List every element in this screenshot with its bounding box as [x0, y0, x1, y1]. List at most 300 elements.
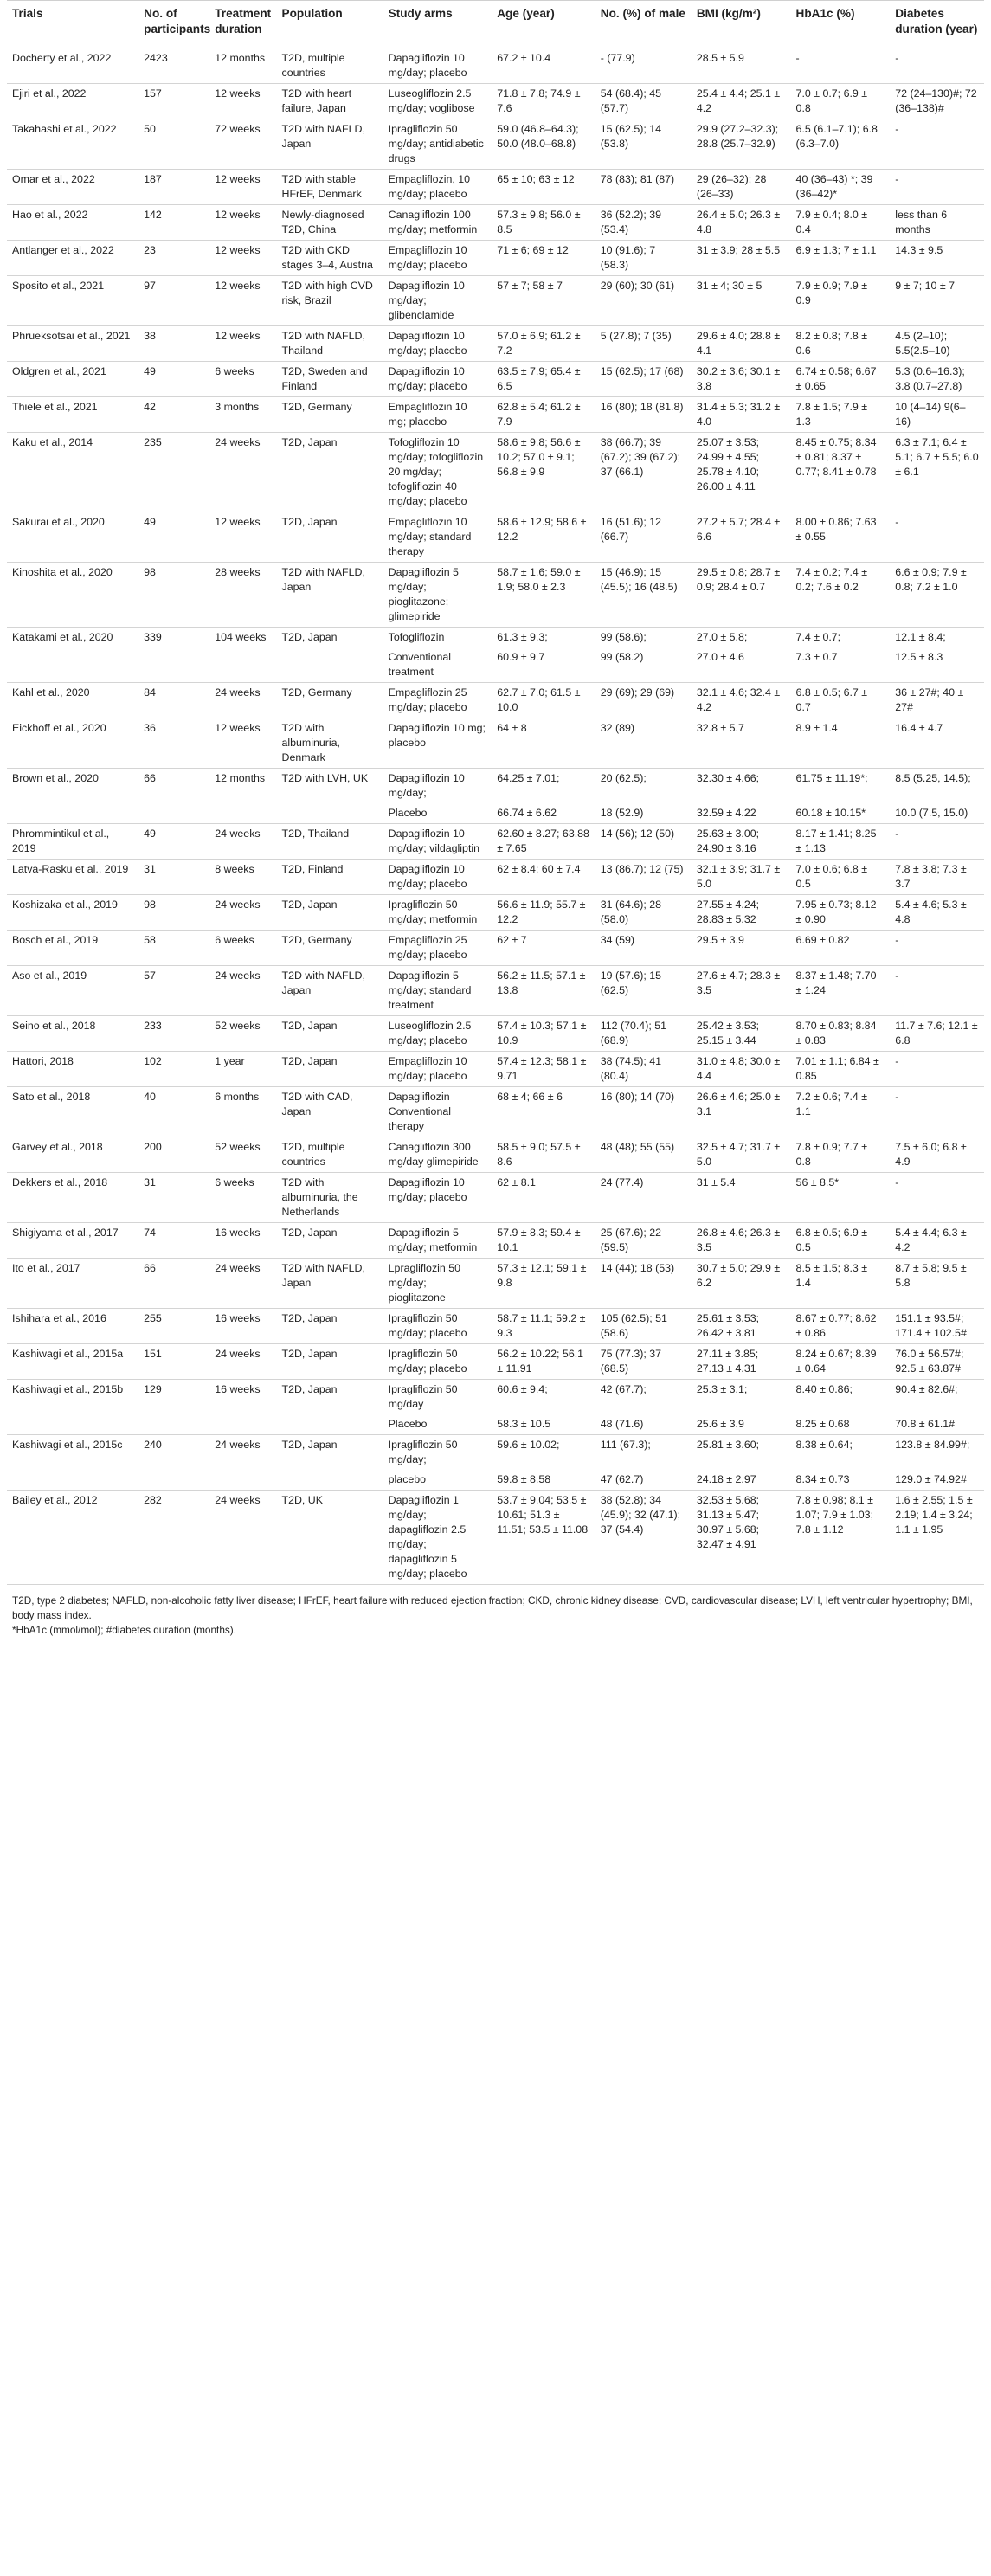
- participants-cell: 40: [138, 1087, 209, 1137]
- bmi-cell: 28.5 ± 5.9: [692, 48, 791, 84]
- duration-cell: 24 weeks: [209, 1259, 276, 1309]
- hba1c-cell: 8.00 ± 0.86; 7.63 ± 0.55: [791, 512, 891, 563]
- table-row: [7, 433, 984, 512]
- duration-cell: 24 weeks: [209, 966, 276, 1016]
- diabetes-duration-cell: 70.8 ± 61.1#: [895, 1418, 956, 1430]
- hba1c-cell: 7.8 ± 0.9; 7.7 ± 0.8: [791, 1137, 891, 1173]
- table-row: [7, 1491, 984, 1585]
- diabetes-duration-cell: 36 ± 27#; 40 ± 27#: [890, 683, 984, 718]
- trial-cell: Kahl et al., 2020: [7, 683, 138, 718]
- participants-cell: 31: [138, 860, 209, 895]
- table-row: [7, 563, 984, 628]
- male-cell: 34 (59): [595, 931, 692, 966]
- hba1c-cell: 6.5 (6.1–7.1); 6.8 (6.3–7.0): [791, 119, 891, 170]
- participants-cell: 282: [138, 1491, 209, 1585]
- study-arms-cell: Ipragliflozin 50 mg/day: [383, 1380, 492, 1415]
- hba1c-cell: 6.8 ± 0.5; 6.7 ± 0.7: [791, 683, 891, 718]
- table-row: [7, 1016, 984, 1052]
- hba1c-cell: 8.45 ± 0.75; 8.34 ± 0.81; 8.37 ± 0.77; 8.41 ± 0.78: [791, 433, 891, 512]
- duration-cell: 104 weeks: [209, 628, 276, 683]
- bmi-cell: 25.63 ± 3.00; 24.90 ± 3.16: [692, 824, 791, 860]
- bmi-cell: 31 ± 3.9; 28 ± 5.5: [692, 241, 791, 276]
- duration-cell: 12 weeks: [209, 170, 276, 205]
- study-arms-cell: Dapagliflozin 5 mg/day; standard treatment: [383, 966, 492, 1016]
- participants-cell: 2423: [138, 48, 209, 84]
- duration-cell: 52 weeks: [209, 1016, 276, 1052]
- male-cell: 47 (62.7): [600, 1473, 644, 1485]
- hba1c-cell: 6.8 ± 0.5; 6.9 ± 0.5: [791, 1223, 891, 1259]
- hba1c-cell: 7.4 ± 0.7;: [791, 628, 891, 648]
- table-body: [7, 48, 984, 1585]
- age-cell: 62 ± 8.1: [492, 1173, 595, 1223]
- bmi-cell: 27.0 ± 4.6: [696, 651, 744, 663]
- duration-cell: 6 weeks: [209, 362, 276, 397]
- table-row: [7, 119, 984, 170]
- hba1c-cell: 7.2 ± 0.6; 7.4 ± 1.1: [791, 1087, 891, 1137]
- bmi-cell: 30.2 ± 3.6; 30.1 ± 3.8: [692, 362, 791, 397]
- study-arms-cell: Placebo: [388, 1418, 428, 1430]
- study-arms-cell: Luseogliflozin 2.5 mg/day; placebo: [383, 1016, 492, 1052]
- trial-cell: Docherty et al., 2022: [7, 48, 138, 84]
- duration-cell: 12 weeks: [209, 84, 276, 119]
- duration-cell: 6 weeks: [209, 1173, 276, 1223]
- trial-cell: Sato et al., 2018: [7, 1087, 138, 1137]
- study-arms-cell: Ipragliflozin 50 mg/day; antidiabetic drugs: [383, 119, 492, 170]
- population-cell: T2D with heart failure, Japan: [277, 84, 383, 119]
- diabetes-duration-cell: 12.1 ± 8.4;: [890, 628, 984, 648]
- bmi-cell: 26.6 ± 4.6; 25.0 ± 3.1: [692, 1087, 791, 1137]
- diabetes-duration-cell: -: [890, 170, 984, 205]
- table-row: [7, 1435, 984, 1471]
- participants-cell: 187: [138, 170, 209, 205]
- male-cell: - (77.9): [595, 48, 692, 84]
- age-cell: 68 ± 4; 66 ± 6: [492, 1087, 595, 1137]
- trial-cell: Hao et al., 2022: [7, 205, 138, 241]
- study-arms-cell: Ipragliflozin 50 mg/day;: [383, 1435, 492, 1471]
- duration-cell: 72 weeks: [209, 119, 276, 170]
- diabetes-duration-cell: 16.4 ± 4.7: [890, 718, 984, 769]
- participants-cell: 151: [138, 1344, 209, 1380]
- population-cell: T2D with NAFLD, Japan: [277, 563, 383, 628]
- table-row: [7, 1173, 984, 1223]
- population-cell: T2D with albuminuria, the Netherlands: [277, 1173, 383, 1223]
- diabetes-duration-cell: -: [890, 966, 984, 1016]
- bmi-cell: 31.0 ± 4.8; 30.0 ± 4.4: [692, 1052, 791, 1087]
- trial-cell: Bosch et al., 2019: [7, 931, 138, 966]
- duration-cell: 16 weeks: [209, 1223, 276, 1259]
- diabetes-duration-cell: 6.3 ± 7.1; 6.4 ± 5.1; 6.7 ± 5.5; 6.0 ± 6.1: [890, 433, 984, 512]
- bmi-cell: 32.59 ± 4.22: [696, 807, 756, 819]
- trials-table: [7, 0, 984, 1585]
- diabetes-duration-cell: 129.0 ± 74.92#: [895, 1473, 967, 1485]
- trial-cell: Takahashi et al., 2022: [7, 119, 138, 170]
- diabetes-duration-cell: -: [890, 119, 984, 170]
- diabetes-duration-cell: 151.1 ± 93.5#; 171.4 ± 102.5#: [890, 1309, 984, 1344]
- age-cell: 71.8 ± 7.8; 74.9 ± 7.6: [492, 84, 595, 119]
- duration-cell: 16 weeks: [209, 1380, 276, 1435]
- participants-cell: 157: [138, 84, 209, 119]
- bmi-cell: 27.11 ± 3.85; 27.13 ± 4.31: [692, 1344, 791, 1380]
- population-cell: T2D with NAFLD, Thailand: [277, 326, 383, 362]
- participants-cell: 66: [138, 769, 209, 824]
- hba1c-cell: 8.5 ± 1.5; 8.3 ± 1.4: [791, 1259, 891, 1309]
- study-arms-cell: placebo: [388, 1473, 427, 1485]
- bmi-cell: 29.5 ± 0.8; 28.7 ± 0.9; 28.4 ± 0.7: [692, 563, 791, 628]
- diabetes-duration-cell: 10 (4–14) 9(6–16): [890, 397, 984, 433]
- duration-cell: 12 weeks: [209, 205, 276, 241]
- duration-cell: 24 weeks: [209, 683, 276, 718]
- hba1c-cell: 7.3 ± 0.7: [795, 651, 838, 663]
- trial-cell: Phrommintikul et al., 2019: [7, 824, 138, 860]
- male-cell: 16 (51.6); 12 (66.7): [595, 512, 692, 563]
- study-arms-cell: Ipragliflozin 50 mg/day; placebo: [383, 1309, 492, 1344]
- population-cell: T2D, Japan: [277, 895, 383, 931]
- bmi-cell: 32.53 ± 5.68; 31.13 ± 5.47; 30.97 ± 5.68; 32.47 ± 4.91: [692, 1491, 791, 1585]
- duration-cell: 24 weeks: [209, 824, 276, 860]
- bmi-cell: 25.4 ± 4.4; 25.1 ± 4.2: [692, 84, 791, 119]
- participants-cell: 240: [138, 1435, 209, 1491]
- diabetes-duration-cell: 8.7 ± 5.8; 9.5 ± 5.8: [890, 1259, 984, 1309]
- table-row: [7, 931, 984, 966]
- bmi-cell: 25.3 ± 3.1;: [692, 1380, 791, 1415]
- bmi-cell: 27.55 ± 4.24; 28.83 ± 5.32: [692, 895, 791, 931]
- male-cell: 18 (52.9): [600, 807, 644, 819]
- bmi-cell: 32.5 ± 4.7; 31.7 ± 5.0: [692, 1137, 791, 1173]
- population-cell: T2D with high CVD risk, Brazil: [277, 276, 383, 326]
- male-cell: 111 (67.3);: [595, 1435, 692, 1471]
- study-arms-cell: Dapagliflozin 1 mg/day; dapagliflozin 2.5 mg/day; dapagliflozin 5 mg/day; placebo: [383, 1491, 492, 1585]
- study-arms-cell: Empagliflozin 25 mg/day; placebo: [383, 931, 492, 966]
- trial-cell: Kinoshita et al., 2020: [7, 563, 138, 628]
- trial-cell: Katakami et al., 2020: [7, 628, 138, 683]
- participants-cell: 235: [138, 433, 209, 512]
- hba1c-cell: 8.70 ± 0.83; 8.84 ± 0.83: [791, 1016, 891, 1052]
- diabetes-duration-cell: -: [890, 824, 984, 860]
- participants-cell: 98: [138, 563, 209, 628]
- age-cell: 57.3 ± 12.1; 59.1 ± 9.8: [492, 1259, 595, 1309]
- hba1c-cell: 8.38 ± 0.64;: [791, 1435, 891, 1471]
- duration-cell: 12 weeks: [209, 326, 276, 362]
- age-cell: 56.6 ± 11.9; 55.7 ± 12.2: [492, 895, 595, 931]
- trial-cell: Antlanger et al., 2022: [7, 241, 138, 276]
- participants-cell: 129: [138, 1380, 209, 1435]
- male-cell: 78 (83); 81 (87): [595, 170, 692, 205]
- column-header: Treatment duration: [209, 1, 276, 48]
- participants-cell: 57: [138, 966, 209, 1016]
- column-header: HbA1c (%): [791, 1, 891, 48]
- age-cell: 57.3 ± 9.8; 56.0 ± 8.5: [492, 205, 595, 241]
- hba1c-cell: 6.9 ± 1.3; 7 ± 1.1: [791, 241, 891, 276]
- bmi-cell: 27.2 ± 5.7; 28.4 ± 6.6: [692, 512, 791, 563]
- diabetes-duration-cell: -: [890, 48, 984, 84]
- hba1c-cell: 7.01 ± 1.1; 6.84 ± 0.85: [791, 1052, 891, 1087]
- participants-cell: 84: [138, 683, 209, 718]
- column-header: No. of participants: [138, 1, 209, 48]
- table-row: [7, 895, 984, 931]
- population-cell: T2D, Thailand: [277, 824, 383, 860]
- bmi-cell: 25.07 ± 3.53; 24.99 ± 4.55; 25.78 ± 4.10; 26.00 ± 4.11: [692, 433, 791, 512]
- duration-cell: 8 weeks: [209, 860, 276, 895]
- study-arms-cell: Ipragliflozin 50 mg/day; placebo: [383, 1344, 492, 1380]
- hba1c-cell: 7.8 ± 0.98; 8.1 ± 1.07; 7.9 ± 1.03; 7.8 ± 1.12: [791, 1491, 891, 1585]
- age-cell: 57.0 ± 6.9; 61.2 ± 7.2: [492, 326, 595, 362]
- male-cell: 29 (60); 30 (61): [595, 276, 692, 326]
- table-row: [7, 1380, 984, 1415]
- trial-cell: Omar et al., 2022: [7, 170, 138, 205]
- bmi-cell: 24.18 ± 2.97: [696, 1473, 756, 1485]
- age-cell: 63.5 ± 7.9; 65.4 ± 6.5: [492, 362, 595, 397]
- male-cell: 14 (44); 18 (53): [595, 1259, 692, 1309]
- duration-cell: 12 months: [209, 769, 276, 824]
- table-row: [7, 628, 984, 648]
- hba1c-cell: 6.74 ± 0.58; 6.67 ± 0.65: [791, 362, 891, 397]
- table-row: [7, 1052, 984, 1087]
- hba1c-cell: 8.25 ± 0.68: [795, 1418, 850, 1430]
- population-cell: T2D, Germany: [277, 397, 383, 433]
- study-arms-cell: Canagliflozin 100 mg/day; metformin: [383, 205, 492, 241]
- population-cell: T2D, Japan: [277, 1344, 383, 1380]
- diabetes-duration-cell: -: [890, 1173, 984, 1223]
- age-cell: 66.74 ± 6.62: [497, 807, 557, 819]
- trial-cell: Kaku et al., 2014: [7, 433, 138, 512]
- population-cell: T2D with NAFLD, Japan: [277, 1259, 383, 1309]
- duration-cell: 6 months: [209, 1087, 276, 1137]
- population-cell: T2D, Japan: [277, 628, 383, 683]
- age-cell: 61.3 ± 9.3;: [492, 628, 595, 648]
- age-cell: 62.60 ± 8.27; 63.88 ± 7.65: [492, 824, 595, 860]
- male-cell: 31 (64.6); 28 (58.0): [595, 895, 692, 931]
- age-cell: 59.0 (46.8–64.3); 50.0 (48.0–68.8): [492, 119, 595, 170]
- study-arms-cell: Canagliflozin 300 mg/day glimepiride: [383, 1137, 492, 1173]
- diabetes-duration-cell: -: [890, 1087, 984, 1137]
- male-cell: 38 (66.7); 39 (67.2); 39 (67.2); 37 (66.1): [595, 433, 692, 512]
- diabetes-duration-cell: 6.6 ± 0.9; 7.9 ± 0.8; 7.2 ± 1.0: [890, 563, 984, 628]
- bmi-cell: 31 ± 4; 30 ± 5: [692, 276, 791, 326]
- table-row: [7, 718, 984, 769]
- bmi-cell: 29 (26–32); 28 (26–33): [692, 170, 791, 205]
- study-arms-cell: Dapagliflozin 10 mg/day; vildagliptin: [383, 824, 492, 860]
- study-arms-cell: Lpragliflozin 50 mg/day; pioglitazone: [383, 1259, 492, 1309]
- table-row: [7, 769, 984, 804]
- footnote-units: *HbA1c (mmol/mol); #diabetes duration (months).: [12, 1624, 236, 1636]
- trial-cell: Ishihara et al., 2016: [7, 1309, 138, 1344]
- age-cell: 56.2 ± 10.22; 56.1 ± 11.91: [492, 1344, 595, 1380]
- study-arms-cell: Conventional treatment: [388, 651, 451, 678]
- population-cell: T2D with NAFLD, Japan: [277, 119, 383, 170]
- duration-cell: 24 weeks: [209, 1435, 276, 1491]
- table-row: [7, 84, 984, 119]
- hba1c-cell: -: [791, 48, 891, 84]
- male-cell: 112 (70.4); 51 (68.9): [595, 1016, 692, 1052]
- participants-cell: 98: [138, 895, 209, 931]
- diabetes-duration-cell: 90.4 ± 82.6#;: [890, 1380, 984, 1415]
- diabetes-duration-cell: 5.4 ± 4.4; 6.3 ± 4.2: [890, 1223, 984, 1259]
- table-row: [7, 205, 984, 241]
- participants-cell: 50: [138, 119, 209, 170]
- male-cell: 99 (58.2): [600, 651, 644, 663]
- table-row: [7, 362, 984, 397]
- age-cell: 57.4 ± 10.3; 57.1 ± 10.9: [492, 1016, 595, 1052]
- hba1c-cell: 40 (36–43) *; 39 (36–42)*: [791, 170, 891, 205]
- diabetes-duration-cell: 7.5 ± 6.0; 6.8 ± 4.9: [890, 1137, 984, 1173]
- participants-cell: 255: [138, 1309, 209, 1344]
- population-cell: T2D, UK: [277, 1491, 383, 1585]
- age-cell: 62.8 ± 5.4; 61.2 ± 7.9: [492, 397, 595, 433]
- hba1c-cell: 7.9 ± 0.9; 7.9 ± 0.9: [791, 276, 891, 326]
- male-cell: 54 (68.4); 45 (57.7): [595, 84, 692, 119]
- trial-cell: Sakurai et al., 2020: [7, 512, 138, 563]
- bmi-cell: 32.8 ± 5.7: [692, 718, 791, 769]
- column-header: BMI (kg/m²): [692, 1, 791, 48]
- bmi-cell: 31.4 ± 5.3; 31.2 ± 4.0: [692, 397, 791, 433]
- population-cell: T2D, Japan: [277, 1380, 383, 1435]
- table-row: [7, 1087, 984, 1137]
- age-cell: 57 ± 7; 58 ± 7: [492, 276, 595, 326]
- male-cell: 15 (62.5); 14 (53.8): [595, 119, 692, 170]
- hba1c-cell: 56 ± 8.5*: [791, 1173, 891, 1223]
- participants-cell: 74: [138, 1223, 209, 1259]
- footnote-abbreviations: T2D, type 2 diabetes; NAFLD, non-alcoholic fatty liver disease; HFrEF, heart failure with reduced ejection fraction; CKD, chronic kidney disease; CVD, cardiovascular disease; LVH, left ventricular hypertrophy; BMI, body mass index.: [12, 1594, 973, 1621]
- participants-cell: 102: [138, 1052, 209, 1087]
- table-row: [7, 512, 984, 563]
- diabetes-duration-cell: 1.6 ± 2.55; 1.5 ± 2.19; 1.4 ± 3.24; 1.1 ± 1.95: [890, 1491, 984, 1585]
- trial-cell: Koshizaka et al., 2019: [7, 895, 138, 931]
- duration-cell: 6 weeks: [209, 931, 276, 966]
- diabetes-duration-cell: 7.8 ± 3.8; 7.3 ± 3.7: [890, 860, 984, 895]
- participants-cell: 58: [138, 931, 209, 966]
- hba1c-cell: 7.4 ± 0.2; 7.4 ± 0.2; 7.6 ± 0.2: [791, 563, 891, 628]
- table-footnote: [7, 1585, 984, 1638]
- population-cell: T2D, Japan: [277, 1435, 383, 1491]
- male-cell: 42 (67.7);: [595, 1380, 692, 1415]
- duration-cell: 52 weeks: [209, 1137, 276, 1173]
- age-cell: 57.9 ± 8.3; 59.4 ± 10.1: [492, 1223, 595, 1259]
- bmi-cell: 29.6 ± 4.0; 28.8 ± 4.1: [692, 326, 791, 362]
- trial-cell: Kashiwagi et al., 2015c: [7, 1435, 138, 1491]
- age-cell: 60.9 ± 9.7: [497, 651, 545, 663]
- population-cell: T2D with NAFLD, Japan: [277, 966, 383, 1016]
- trial-cell: Latva-Rasku et al., 2019: [7, 860, 138, 895]
- participants-cell: 36: [138, 718, 209, 769]
- hba1c-cell: 8.9 ± 1.4: [791, 718, 891, 769]
- column-header: No. (%) of male: [595, 1, 692, 48]
- trial-cell: Phrueksotsai et al., 2021: [7, 326, 138, 362]
- trial-cell: Ito et al., 2017: [7, 1259, 138, 1309]
- age-cell: 67.2 ± 10.4: [492, 48, 595, 84]
- duration-cell: 24 weeks: [209, 433, 276, 512]
- participants-cell: 42: [138, 397, 209, 433]
- male-cell: 16 (80); 18 (81.8): [595, 397, 692, 433]
- male-cell: 36 (52.2); 39 (53.4): [595, 205, 692, 241]
- bmi-cell: 25.61 ± 3.53; 26.42 ± 3.81: [692, 1309, 791, 1344]
- study-arms-cell: Dapagliflozin 10 mg/day; glibenclamide: [383, 276, 492, 326]
- male-cell: 25 (67.6); 22 (59.5): [595, 1223, 692, 1259]
- study-arms-cell: Tofogliflozin 10 mg/day; tofogliflozin 20 mg/day; tofogliflozin 40 mg/day; placebo: [383, 433, 492, 512]
- bmi-cell: 29.9 (27.2–32.3); 28.8 (25.7–32.9): [692, 119, 791, 170]
- participants-cell: 49: [138, 512, 209, 563]
- duration-cell: 1 year: [209, 1052, 276, 1087]
- bmi-cell: 27.6 ± 4.7; 28.3 ± 3.5: [692, 966, 791, 1016]
- age-cell: 65 ± 10; 63 ± 12: [492, 170, 595, 205]
- header-row: [7, 1, 984, 48]
- table-row: [7, 326, 984, 362]
- study-arms-cell: Empagliflozin, 10 mg/day; placebo: [383, 170, 492, 205]
- male-cell: 48 (48); 55 (55): [595, 1137, 692, 1173]
- study-arms-cell: Empagliflozin 10 mg; placebo: [383, 397, 492, 433]
- table-row: [7, 1259, 984, 1309]
- population-cell: T2D, Japan: [277, 1016, 383, 1052]
- population-cell: T2D with albuminuria, Denmark: [277, 718, 383, 769]
- column-header: Trials: [7, 1, 138, 48]
- male-cell: 20 (62.5);: [595, 769, 692, 804]
- study-arms-cell: Tofogliflozin: [383, 628, 492, 648]
- population-cell: Newly-diagnosed T2D, China: [277, 205, 383, 241]
- trial-cell: Brown et al., 2020: [7, 769, 138, 824]
- duration-cell: 16 weeks: [209, 1309, 276, 1344]
- table-row: [7, 397, 984, 433]
- male-cell: 75 (77.3); 37 (68.5): [595, 1344, 692, 1380]
- diabetes-duration-cell: 123.8 ± 84.99#;: [890, 1435, 984, 1471]
- study-arms-cell: Empagliflozin 10 mg/day; placebo: [383, 1052, 492, 1087]
- table-row: [7, 1344, 984, 1380]
- participants-cell: 200: [138, 1137, 209, 1173]
- bmi-cell: 30.7 ± 5.0; 29.9 ± 6.2: [692, 1259, 791, 1309]
- hba1c-cell: 6.69 ± 0.82: [791, 931, 891, 966]
- trial-cell: Garvey et al., 2018: [7, 1137, 138, 1173]
- table-row: [7, 276, 984, 326]
- age-cell: 53.7 ± 9.04; 53.5 ± 10.61; 51.3 ± 11.51; 53.5 ± 11.08: [492, 1491, 595, 1585]
- diabetes-duration-cell: 5.3 (0.6–16.3); 3.8 (0.7–27.8): [890, 362, 984, 397]
- hba1c-cell: 8.34 ± 0.73: [795, 1473, 850, 1485]
- diabetes-duration-cell: 4.5 (2–10); 5.5(2.5–10): [890, 326, 984, 362]
- male-cell: 14 (56); 12 (50): [595, 824, 692, 860]
- population-cell: T2D, Sweden and Finland: [277, 362, 383, 397]
- table-row: [7, 824, 984, 860]
- bmi-cell: 25.6 ± 3.9: [696, 1418, 744, 1430]
- duration-cell: 3 months: [209, 397, 276, 433]
- bmi-cell: 26.4 ± 5.0; 26.3 ± 4.8: [692, 205, 791, 241]
- male-cell: 99 (58.6);: [595, 628, 692, 648]
- age-cell: 64.25 ± 7.01;: [492, 769, 595, 804]
- table-row: [7, 1223, 984, 1259]
- study-arms-cell: Empagliflozin 25 mg/day; placebo: [383, 683, 492, 718]
- participants-cell: 339: [138, 628, 209, 683]
- table-row: [7, 48, 984, 84]
- table-page: [7, 0, 984, 1638]
- duration-cell: 12 weeks: [209, 241, 276, 276]
- population-cell: T2D, Finland: [277, 860, 383, 895]
- diabetes-duration-cell: 11.7 ± 7.6; 12.1 ± 6.8: [890, 1016, 984, 1052]
- study-arms-cell: Dapagliflozin 10 mg/day; placebo: [383, 48, 492, 84]
- male-cell: 5 (27.8); 7 (35): [595, 326, 692, 362]
- study-arms-cell: Dapagliflozin 5 mg/day; metformin: [383, 1223, 492, 1259]
- duration-cell: 12 weeks: [209, 276, 276, 326]
- age-cell: 62 ± 8.4; 60 ± 7.4: [492, 860, 595, 895]
- bmi-cell: 25.42 ± 3.53; 25.15 ± 3.44: [692, 1016, 791, 1052]
- study-arms-cell: Dapagliflozin 10 mg/day; placebo: [383, 1173, 492, 1223]
- participants-cell: 31: [138, 1173, 209, 1223]
- hba1c-cell: 7.8 ± 1.5; 7.9 ± 1.3: [791, 397, 891, 433]
- age-cell: 57.4 ± 12.3; 58.1 ± 9.71: [492, 1052, 595, 1087]
- bmi-cell: 32.1 ± 4.6; 32.4 ± 4.2: [692, 683, 791, 718]
- age-cell: 58.7 ± 11.1; 59.2 ± 9.3: [492, 1309, 595, 1344]
- trial-cell: Sposito et al., 2021: [7, 276, 138, 326]
- population-cell: T2D, multiple countries: [277, 1137, 383, 1173]
- population-cell: T2D, Japan: [277, 512, 383, 563]
- population-cell: T2D with LVH, UK: [277, 769, 383, 824]
- table-row: [7, 241, 984, 276]
- trial-cell: Oldgren et al., 2021: [7, 362, 138, 397]
